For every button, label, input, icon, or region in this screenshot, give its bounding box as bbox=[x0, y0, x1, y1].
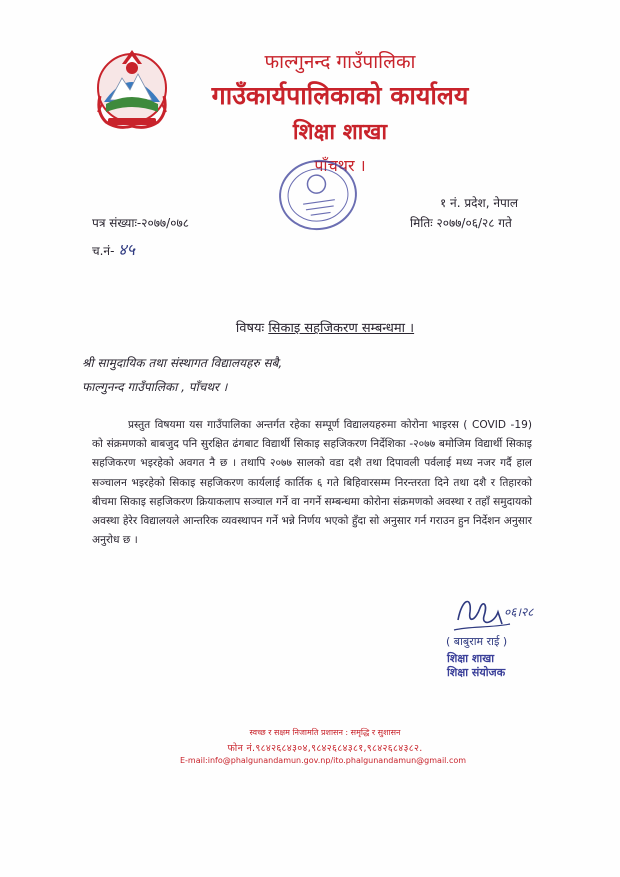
letter-date: मितिः २०७७/०६/२८ गते bbox=[410, 216, 512, 230]
municipality-name: फाल्गुनन्द गाउँपालिका bbox=[264, 51, 416, 73]
footer-phone: फोन नं.९८४२६८४३०४,९८४२६८४३८१,९८४२६८४३८२. bbox=[227, 743, 423, 754]
subject-value: सिकाइ सहजिकरण सम्बन्धमा । bbox=[268, 321, 415, 336]
signature-scribble-icon bbox=[450, 590, 540, 636]
province-label: १ नं. प्रदेश, नेपाल bbox=[440, 196, 519, 210]
letter-body: प्रस्तुत विषयमा यस गाउँपालिका अन्तर्गत रहेका सम्पूर्ण विद्यालयहरुमा कोरोना भाइरस ( COVID -19) को संक्रमणको बाबजुद पनि सुरक्षित ढंगबाट विद्यार्थी सिकाइ सहजिकरण निर्देशिका -२०७७ बमोजिम विद्यार्थी सिकाइ सहजिकरण भइरहेको अवगत नै छ । तथापि २०७७ सालको वडा दशै तथा दिपावली पर्वलाई मध्य नजर गर्दै हाल सञ्चालन भइरहेको सिकाइ सहजिकरण कार्यलाई कार्तिक ६ गते बिहिवारसम्म निरन्तरता दिने तथा दशै र तिहारको बीचमा सिकाइ सहजिकरण क्रियाकलाप सञ्चाल गर्ने वा नगर्ने सम्बन्धमा कोरोना संक्रमणको अवस्था र तहाँ समुदायको अवस्था हेरेर विद्यालयले आन्तरिक व्यवस्थापन गर्ने भन्ने निर्णय भएको हुँदा सो अनुसार गर्न गराउन हुन निर्देशन अनुसार अनुरोध छ । bbox=[92, 419, 532, 547]
office-stamp-icon bbox=[268, 150, 368, 240]
dispatch-label: च.नं- bbox=[92, 244, 115, 258]
subject-label: विषयः bbox=[235, 321, 265, 336]
subject-line bbox=[0, 318, 620, 336]
footer-email: E-mail:info@phalgunandamun.gov.np/ito.phalgunandamun@gmail.com bbox=[179, 756, 467, 765]
addressee-line-2: फाल्गुनन्द गाउँपालिका , पाँचथर । bbox=[82, 380, 228, 394]
section-name: शिक्षा शाखा bbox=[292, 120, 388, 145]
dispatch-value: ४५ bbox=[118, 240, 135, 259]
signatory-title-line-1: शिक्षा शाखा bbox=[447, 652, 495, 665]
dispatch-number bbox=[92, 238, 135, 260]
footer-motto: स्वच्छ र सक्षम निजामति प्रशासन : समृद्धि र सुशासन bbox=[249, 728, 401, 737]
signatory-name: ( बाबुराम राई ) bbox=[446, 635, 508, 648]
office-name: गाउँकार्यपालिकाको कार्यालय bbox=[211, 81, 469, 110]
signatory-title-stamp bbox=[447, 652, 505, 680]
signatory-title-line-2: शिक्षा संयोजक bbox=[447, 666, 506, 679]
addressee-line-1: श्री सामुदायिक तथा संस्थागत विद्यालयहरु सबै, bbox=[82, 356, 283, 370]
location-name: पाँचथर । bbox=[314, 156, 366, 175]
svg-text:०६।२८: ०६।२८ bbox=[504, 605, 534, 619]
reference-number: पत्र संख्याः-२०७७/०७८ bbox=[92, 216, 189, 230]
